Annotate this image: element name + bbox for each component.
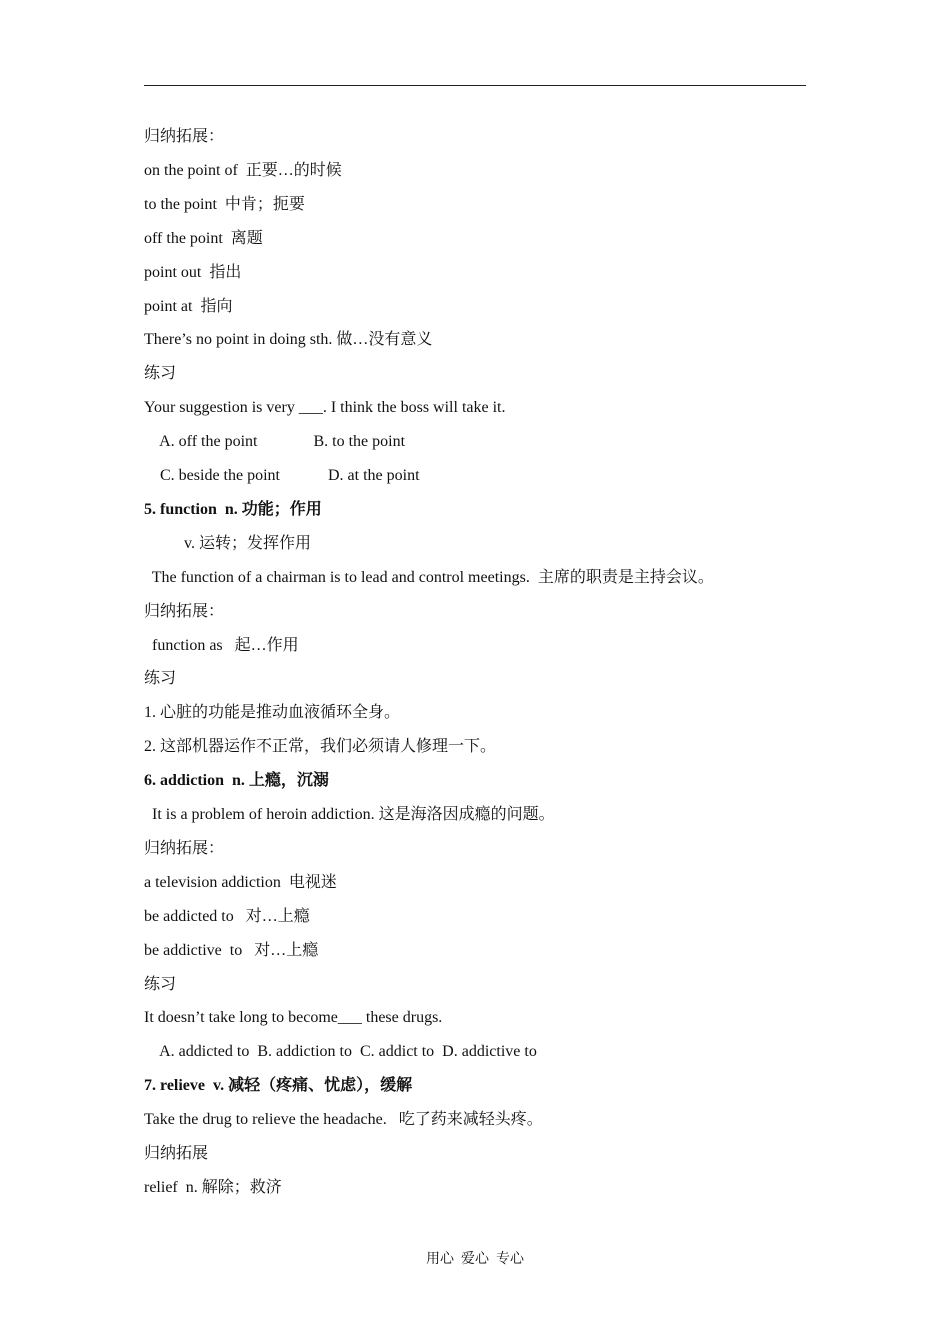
text-line: 练习	[144, 365, 177, 383]
text-line: A. addicted to B. addiction to C. addict to D. addictive to	[144, 1043, 537, 1061]
text-line: There’s no point in doing sth. 做…没有意义	[144, 331, 433, 349]
text-line: C. beside the point D. at the point	[144, 467, 420, 484]
text-line: It is a problem of heroin addiction. 这是海洛因成瘾的问题。	[144, 806, 555, 823]
text-line: A. off the point B. to the point	[144, 433, 406, 451]
text-line: relief n. 解除；救济	[144, 1178, 282, 1196]
text-line: Take the drug to relieve the headache. 吃了药来减轻头疼。	[144, 1111, 543, 1129]
text-line: 归纳拓展：	[144, 128, 225, 145]
text-line: to the point 中肯；扼要	[144, 195, 305, 213]
text-line: be addicted to 对…上瘾	[144, 907, 310, 925]
header-rule	[144, 85, 806, 86]
text-line: off the point 离题	[144, 229, 263, 247]
text-line: 1. 心脏的功能是推动血液循环全身。	[144, 704, 401, 722]
section-heading: 5. function n. 功能；作用	[144, 500, 322, 518]
section-heading: 7. relieve v. 减轻（疼痛、忧虑），缓解	[144, 1077, 413, 1095]
text-line: 2. 这部机器运作不正常，我们必须请人修理一下。	[144, 738, 497, 756]
text-line: a television addiction 电视迷	[144, 873, 337, 891]
text-line: Your suggestion is very ___. I think the boss will take it.	[144, 399, 506, 417]
text-line: point out 指出	[144, 263, 242, 281]
page-footer: 用心 爱心 专心	[426, 1252, 524, 1267]
section-heading: 6. addiction n. 上瘾，沉溺	[144, 772, 329, 790]
text-line: on the point of 正要…的时候	[144, 161, 342, 179]
text-line: v. 运转；发挥作用	[144, 534, 311, 552]
text-line: function as 起…作用	[144, 636, 299, 654]
text-line: The function of a chairman is to lead and control meetings. 主席的职责是主持会议。	[144, 568, 714, 586]
text-line: 归纳拓展	[144, 1145, 209, 1162]
text-line: 练习	[144, 975, 177, 993]
text-line: be addictive to 对…上瘾	[144, 941, 319, 959]
text-line: 练习	[144, 670, 177, 688]
text-line: point at 指向	[144, 297, 233, 315]
text-line: 归纳拓展：	[144, 602, 225, 620]
text-line: 归纳拓展：	[144, 839, 225, 857]
text-line: It doesn’t take long to become___ these drugs.	[144, 1009, 443, 1027]
